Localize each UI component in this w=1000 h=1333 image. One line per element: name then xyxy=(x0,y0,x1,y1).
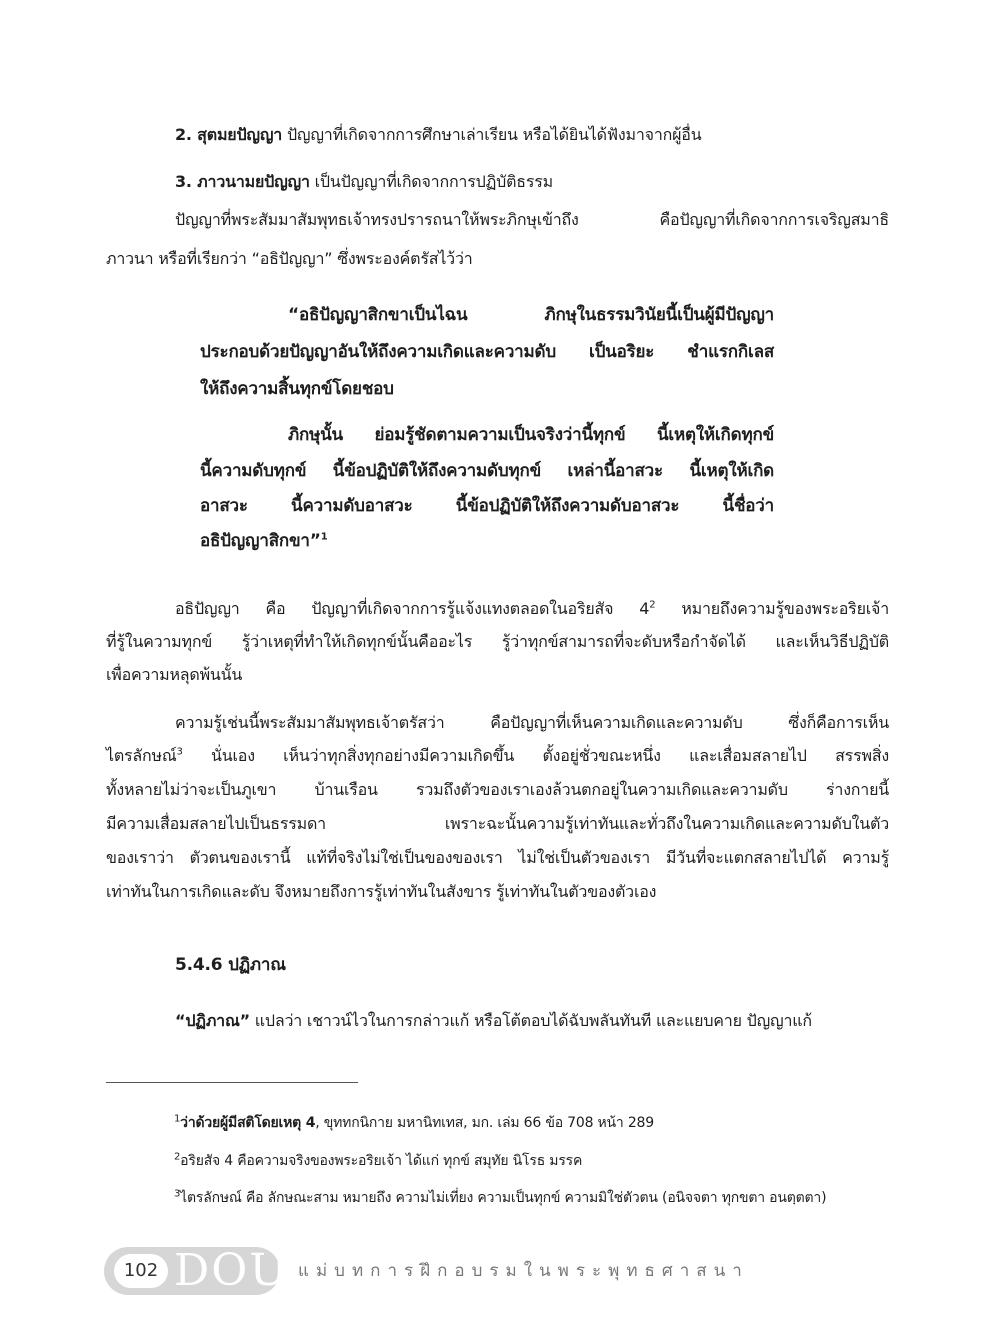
para3-line2 xyxy=(106,744,889,768)
footnote-ref-1[interactable]: 1 xyxy=(320,531,328,543)
section-heading: 5.4.6 ปฏิภาณ xyxy=(175,955,286,975)
list-item-3 xyxy=(175,170,553,194)
para3-line6: เท่าทันในการเกิดและดับ จึงหมายถึงการรู้เท่าทันในสังขาร รู้เท่าทันในตัวของตัวเอง xyxy=(106,882,657,901)
list-item-2 xyxy=(175,123,701,147)
para4-line1 xyxy=(175,1009,812,1033)
quote-line-last xyxy=(200,529,327,553)
para4-term: “ปฏิภาณ” xyxy=(175,1011,250,1030)
footnote-text: , ขุททกนิกาย มหานิทเทส, มก. เล่ม 66 ข้อ 708 หน้า 289 xyxy=(315,1115,654,1131)
quote-line: นี้ความดับทุกข์ นี้ข้อปฏิบัติให้ถึงความดับทุกข์ เหล่านี้อาสวะ นี้เหตุให้เกิด xyxy=(200,461,774,481)
para4-text: แปลว่า เชาวน์ไวในการกล่าวแก้ หรือโต้ตอบได้ฉับพลันทันที และแยบคาย ปัญญาแก้ xyxy=(249,1011,812,1030)
quote-line: “อธิปัญญาสิกขาเป็นไฉน ภิกษุในธรรมวินัยนี้เป็นผู้มีปัญญา xyxy=(288,305,774,325)
footer-badge xyxy=(104,1245,289,1296)
para3-line1: ความรู้เช่นนี้พระสัมมาสัมพุทธเจ้าตรัสว่า คือปัญญาที่เห็นความเกิดและความดับ ซึ่งก็คือการเห็น xyxy=(175,713,889,732)
para3-line3: ทั้งหลายไม่ว่าจะเป็นภูเขา บ้านเรือน รวมถึงตัวของเราเองล้วนตกอยู่ในความเกิดและความดับ ร่างกายนี้ xyxy=(106,780,889,799)
para3-line5: ของเราว่า ตัวตนของเรานี้ แท้ที่จริงไม่ใช่เป็นของของเรา ไม่ใช่เป็นตัวของเรา มีวันที่จะแตกสลายไปได้ ความรู้ xyxy=(106,848,889,867)
para3-line4: มีความเสื่อมสลายไปเป็นธรรมดา เพราะฉะนั้นความรู้เท่าทันและทั่วถึงในความเกิดและความดับในตัว xyxy=(106,814,889,833)
quote-line: ให้ถึงความสิ้นทุกข์โดยชอบ xyxy=(200,379,394,399)
footnote-bold: ว่าด้วยผู้มีสติโดยเหตุ 4 xyxy=(180,1115,316,1131)
footnote-3 xyxy=(174,1188,826,1208)
footnote-text: ไตรลักษณ์ คือ ลักษณะสาม หมายถึง ความไม่เที่ยง ความเป็นทุกข์ ความมิใช่ตัวตน (อนิจจตา ทุกขตา อนตฺตตา) xyxy=(180,1190,827,1206)
para3-line2-b: นั่นเอง เห็นว่าทุกสิ่งทุกอย่างมีความเกิดขึ้น ตั้งอยู่ชั่วขณะหนึ่ง และเสื่อมสลายไป สรรพสิ่ง xyxy=(182,746,889,765)
item-2-text: ปัญญาที่เกิดจากการศึกษาเล่าเรียน หรือได้ยินได้ฟังมาจากผู้อื่น xyxy=(282,125,702,144)
item-3-label: 3. ภาวนามยปัญญา xyxy=(175,172,310,191)
para2-line2: ที่รู้ในความทุกข์ รู้ว่าเหตุที่ทำให้เกิดทุกข์นั้นคืออะไร รู้ว่าทุกข์สามารถที่จะดับหรือกำจัดได้ และเห็นวิธีปฏิบัติ xyxy=(106,632,889,651)
para1-line1: ปัญญาที่พระสัมมาสัมพุทธเจ้าทรงปรารถนาให้พระภิกษุเข้าถึง คือปัญญาที่เกิดจากการเจริญสมาธิ xyxy=(175,210,889,229)
footnote-divider xyxy=(106,1082,358,1083)
footnote-ref-3[interactable]: 3 xyxy=(176,746,183,758)
para2-line1 xyxy=(175,597,889,621)
para1-line2: ภาวนา หรือที่เรียกว่า “อธิปัญญา” ซึ่งพระองค์ตรัสไว้ว่า xyxy=(106,249,473,268)
para2-line1-b: หมายถึงความรู้ของพระอริยเจ้า xyxy=(655,599,889,618)
dou-logo: DOU xyxy=(174,1245,289,1296)
item-3-text: เป็นปัญญาที่เกิดจากการปฏิบัติธรรม xyxy=(309,172,553,191)
book-title: แม่บทการฝึกอบรมในพระพุทธศาสนา xyxy=(298,1261,749,1281)
footnote-number: 2 xyxy=(174,1151,181,1163)
para2-line1-a: อธิปัญญา คือ ปัญญาที่เกิดจากการรู้แจ้งแทงตลอดในอริยสัจ 4 xyxy=(175,599,650,618)
footnote-1 xyxy=(174,1113,654,1133)
quote-line: อาสวะ นี้ความดับอาสวะ นี้ข้อปฏิบัติให้ถึงความดับอาสวะ นี้ชื่อว่า xyxy=(200,496,774,516)
footnote-text: อริยสัจ 4 คือความจริงของพระอริยเจ้า ได้แก่ ทุกข์ สมุทัย นิโรธ มรรค xyxy=(180,1153,583,1169)
page-number: 102 xyxy=(114,1254,168,1288)
footnote-ref-2[interactable]: 2 xyxy=(649,599,656,611)
item-2-label: 2. สุตมยปัญญา xyxy=(175,125,283,144)
para3-line2-a: ไตรลักษณ์ xyxy=(106,746,177,765)
para2-line3: เพื่อความหลุดพ้นนั้น xyxy=(106,665,243,684)
footnote-number: 1 xyxy=(174,1113,181,1125)
footnote-2 xyxy=(174,1151,582,1171)
quote-end: อธิปัญญาสิกขา” xyxy=(200,531,321,551)
footnote-number: 3 xyxy=(174,1188,181,1200)
quote-line: ประกอบด้วยปัญญาอันให้ถึงความเกิดและความดับ เป็นอริยะ ชำแรกกิเลส xyxy=(200,342,774,362)
quote-line: ภิกษุนั้น ย่อมรู้ชัดตามความเป็นจริงว่านี้ทุกข์ นี้เหตุให้เกิดทุกข์ xyxy=(288,425,774,445)
